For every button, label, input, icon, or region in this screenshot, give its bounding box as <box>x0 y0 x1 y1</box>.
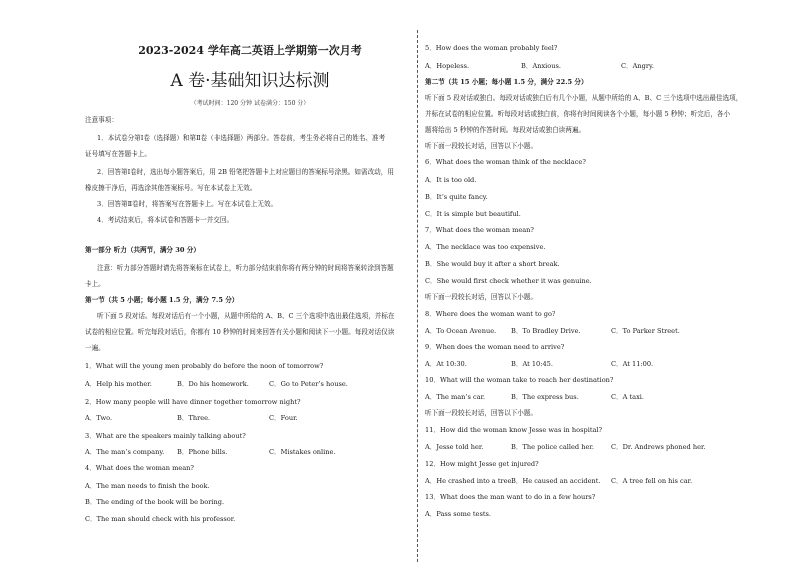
exam-title: 2023-2024 学年高二英语上学期第一次月考 <box>138 44 362 57</box>
notice-line: 2．回答第Ⅰ卷时，选出每小题答案后，用 2B 铅笔把答题卡上对应题目的答案标号涂黑。如需改动，用 <box>97 168 394 176</box>
option-b: B．She would buy it after a short break. <box>425 260 560 268</box>
column-divider <box>417 30 418 562</box>
option-c: C．Four. <box>269 414 298 422</box>
question-6: 6．What does the woman think of the necklace? <box>425 158 586 166</box>
option-b: B．Phone bills. <box>177 448 228 456</box>
section2-intro: 听下面 5 段对话或独白。每段对话或独白后有几个小题，从题中所给的 A、B、C 三个选项中选出最佳选项， <box>425 94 743 102</box>
option-b: B．Anxious. <box>521 62 561 70</box>
question-12: 12．How might Jesse get injured? <box>425 460 539 468</box>
section2-heading: 第二节（共 15 小题；每小题 1.5 分，满分 22.5 分） <box>425 78 588 86</box>
section2-intro: 并标在试卷的相应位置。听每段对话或独白前，你将有时间阅读各个小题，每小题 5 秒钟；听完后，各小 <box>425 110 731 118</box>
section1-intro: 试卷的相应位置。听完每段对话后，你都有 10 秒钟的时间来回答有关小题和阅读下一小题。每段对话仅读 <box>85 328 395 336</box>
option-a: A．It is too old. <box>425 176 477 184</box>
listen-instruction: 听下面一段较长对话，回答以下小题。 <box>425 293 538 301</box>
section1-intro: 一遍。 <box>85 344 105 352</box>
option-a: A．He crashed into a tree. <box>425 477 514 485</box>
option-b: B．It’s quite fancy. <box>425 193 488 201</box>
option-a: A．The man’s car. <box>425 393 486 401</box>
option-a: A．Help his mother. <box>85 380 152 388</box>
question-8: 8．Where does the woman want to go? <box>425 310 556 318</box>
option-a: A．At 10:30. <box>425 360 467 368</box>
option-c: C．The man should check with his professor. <box>85 515 236 523</box>
option-b: B．To Bradley Drive. <box>511 327 581 335</box>
notice-line: 3．回答第Ⅱ卷时，将答案写在答题卡上。写在本试卷上无效。 <box>97 200 278 208</box>
option-a: A．Jesse told her. <box>425 443 484 451</box>
question-2: 2．How many people will have dinner together tomorrow night? <box>85 398 301 406</box>
part1-intro: 注意：听力部分答题时请先将答案标在试卷上，听力部分结束前你将有两分钟的时间将答案转涂到答题 <box>97 264 394 272</box>
option-c: C．To Parker Street. <box>611 327 680 335</box>
part1-heading: 第一部分 听力（共两节，满分 30 分） <box>85 246 200 254</box>
option-b: B．The express bus. <box>511 393 579 401</box>
part1-intro: 卡上。 <box>85 280 105 288</box>
option-c: C．She would first check whether it was genuine. <box>425 277 592 285</box>
notice-heading: 注意事项： <box>85 116 118 124</box>
notice-line: 橡皮擦干净后，再选涂其他答案标号。写在本试卷上无效。 <box>85 184 257 192</box>
option-a: A．The man needs to finish the book. <box>85 482 210 490</box>
option-c: C．Go to Peter’s house. <box>269 380 348 388</box>
question-10: 10．What will the woman take to reach her destination? <box>425 376 614 384</box>
option-b: B．Three. <box>177 414 211 422</box>
question-3: 3．What are the speakers mainly talking about? <box>85 432 246 440</box>
question-4: 4．What does the woman mean? <box>85 464 194 472</box>
exam-info: （考试时间：120 分钟 试卷满分：150 分） <box>190 100 310 107</box>
question-5: 5．How does the woman probably feel? <box>425 44 558 52</box>
option-b: B．Do his homework. <box>177 380 249 388</box>
option-c: C．Angry. <box>621 62 654 70</box>
question-7: 7．What does the woman mean? <box>425 226 534 234</box>
option-b: B．He caused an accident. <box>511 477 601 485</box>
notice-line: 证号填写在答题卡上。 <box>85 150 151 158</box>
option-c: C．A taxi. <box>611 393 645 401</box>
option-c: C．At 11:00. <box>611 360 654 368</box>
question-11: 11．How did the woman know Jesse was in hospital? <box>425 426 603 434</box>
question-1: 1．What will the young men probably do before the noon of tomorrow? <box>85 362 324 370</box>
notice-line: 1．本试卷分第Ⅰ卷（选择题）和第Ⅱ卷（非选择题）两部分。答卷前，考生务必将自己的姓名、准考 <box>97 134 386 142</box>
option-c: C．Dr. Andrews phoned her. <box>611 443 706 451</box>
option-c: C．Mistakes online. <box>269 448 336 456</box>
option-a: A．To Ocean Avenue. <box>425 327 497 335</box>
question-13: 13．What does the man want to do in a few hours? <box>425 493 596 501</box>
option-a: A．Pass some tests. <box>425 510 491 518</box>
option-b: B．At 10:45. <box>511 360 553 368</box>
notice-line: 4．考试结束后，将本试卷和答题卡一并交回。 <box>97 216 234 224</box>
section1-intro: 听下面 5 段对话。每段对话后有一个小题，从题中所给的 A、B、C 三个选项中选出最佳选项，并标在 <box>97 312 395 320</box>
listen-instruction: 听下面一段较长对话，回答以下小题。 <box>425 142 538 150</box>
option-c: C．It is simple but beautiful. <box>425 210 521 218</box>
option-a: A．Hopeless. <box>425 62 470 70</box>
section1-heading: 第一节（共 5 小题；每小题 1.5 分，满分 7.5 分） <box>85 296 239 304</box>
option-a: A．The necklace was too expensive. <box>425 243 546 251</box>
option-a: A．Two. <box>85 414 113 422</box>
option-a: A．The man’s company. <box>85 448 165 456</box>
listen-instruction: 听下面一段较长对话，回答以下小题。 <box>425 409 538 417</box>
option-b: B．The police called her. <box>511 443 594 451</box>
exam-subtitle: A 卷·基础知识达标测 <box>170 71 330 91</box>
section2-intro: 题将给出 5 秒钟的作答时间。每段对话或独白读两遍。 <box>425 126 586 134</box>
option-b: B．The ending of the book will be boring. <box>85 498 225 506</box>
question-9: 9．When does the woman need to arrive? <box>425 343 565 351</box>
option-c: C．A tree fell on his car. <box>611 477 693 485</box>
